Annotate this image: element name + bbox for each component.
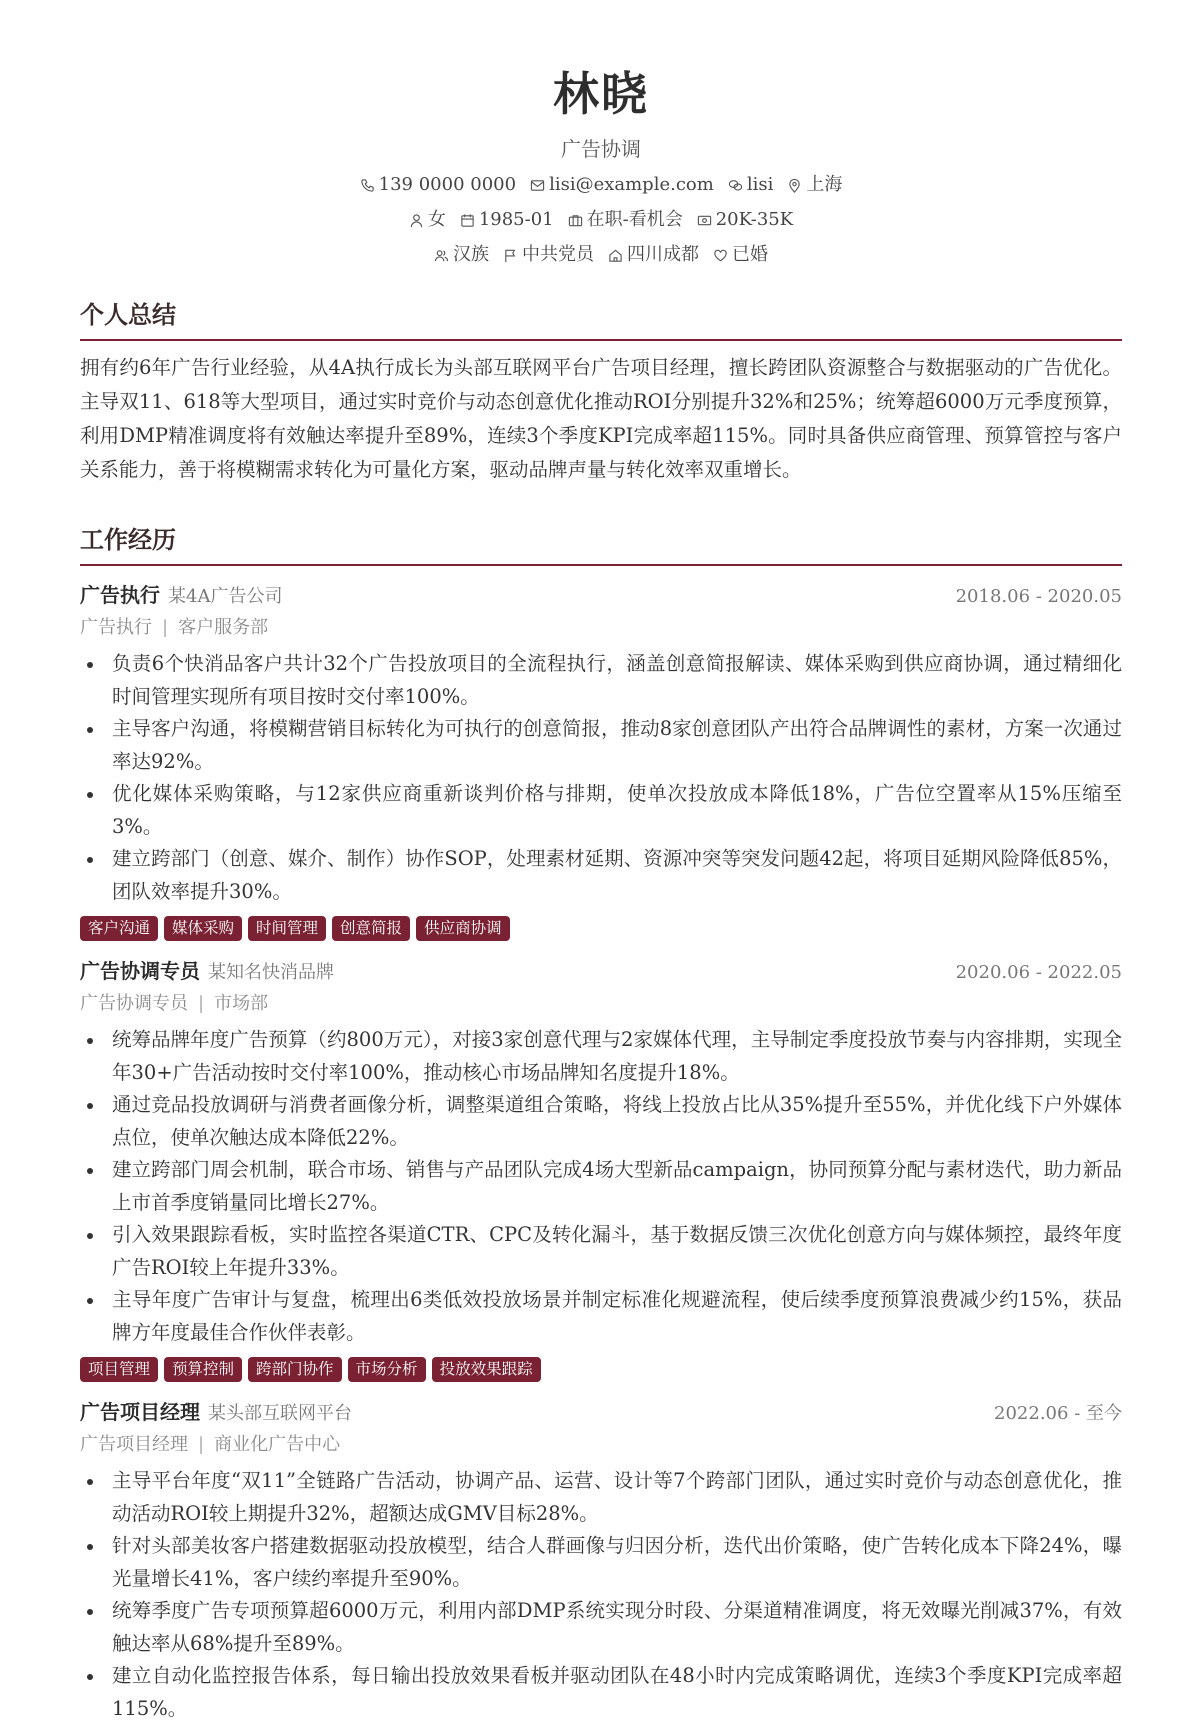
info-salary — [697, 207, 793, 233]
birth-text: 1985-01 — [478, 209, 554, 230]
calendar-icon — [460, 213, 475, 228]
bullet-item: 建立自动化监控报告体系，每日输出投放效果看板并驱动团队在48小时内完成策略调优，连续3个季度KPI完成率超115%。 — [80, 1660, 1122, 1725]
skill-tag: 供应商协调 — [416, 916, 510, 941]
job-position: 广告执行 — [80, 617, 152, 638]
skill-tag: 跨部门协作 — [248, 1357, 342, 1382]
job-role: 广告协调专员 — [80, 959, 200, 983]
job-position: 广告项目经理 — [80, 1434, 188, 1455]
section-divider — [80, 339, 1122, 341]
info-ethnicity — [434, 242, 489, 268]
job-bullets — [80, 648, 1122, 908]
job-entry — [80, 1397, 1122, 1725]
background-row — [80, 242, 1122, 268]
job-entry — [80, 580, 1122, 942]
contact-location — [787, 172, 842, 198]
skill-tag: 市场分析 — [348, 1357, 426, 1382]
info-status — [568, 207, 683, 233]
info-political — [503, 242, 594, 268]
contact-email — [530, 172, 714, 198]
heart-icon — [713, 248, 728, 263]
bullet-item: 通过竞品投放调研与消费者画像分析，调整渠道组合策略，将线上投放占比从35%提升至55%，并优化线下户外媒体点位，使单次触达成本降低22%。 — [80, 1089, 1122, 1154]
contact-wechat — [728, 172, 774, 198]
skill-tag: 客户沟通 — [80, 916, 158, 941]
gender-text: 女 — [427, 209, 446, 230]
bullet-item: 统筹季度广告专项预算超6000万元，利用内部DMP系统实现分时段、分渠道精准调度，将无效曝光削减37%，有效触达率从68%提升至89%。 — [80, 1595, 1122, 1660]
personal-row — [80, 207, 1122, 233]
job-role: 广告执行 — [80, 583, 160, 607]
job-date: 2020.06 - 2022.05 — [955, 962, 1122, 983]
bullet-item: 主导客户沟通，将模糊营销目标转化为可执行的创意简报，推动8家创意团队产出符合品牌调性的素材，方案一次通过率达92%。 — [80, 713, 1122, 778]
separator: | — [198, 1434, 205, 1455]
contact-phone — [360, 172, 516, 198]
job-subtitle — [80, 990, 1122, 1018]
job-list — [80, 580, 1122, 1725]
mail-icon — [530, 178, 545, 193]
skill-tag: 预算控制 — [164, 1357, 242, 1382]
job-position: 广告协调专员 — [80, 993, 188, 1014]
people-icon — [434, 248, 449, 263]
wechat-text: lisi — [746, 174, 774, 195]
skill-tag: 投放效果跟踪 — [432, 1357, 541, 1382]
skill-tag: 项目管理 — [80, 1357, 158, 1382]
bullet-item: 负责6个快消品客户共计32个广告投放项目的全流程执行，涵盖创意简报解读、媒体采购到供应商协调，通过精细化时间管理实现所有项目按时交付率100%。 — [80, 648, 1122, 713]
info-hometown — [608, 242, 699, 268]
summary-text: 拥有约6年广告行业经验，从4A执行成长为头部互联网平台广告项目经理，擅长跨团队资源整合与数据驱动的广告优化。主导双11、618等大型项目，通过实时竞价与动态创意优化推动ROI分别提升32%和25%；统筹超6000万元季度预算，利用DMP精准调度将有效触达率提升至89%，连续3个季度KPI完成率超115%。同时具备供应商管理、预算管控与客户关系能力，善于将模糊需求转化为可量化方案，驱动品牌声量与转化效率双重增长。 — [80, 356, 1122, 481]
job-department: 客户服务部 — [178, 617, 269, 638]
job-header — [80, 580, 1122, 610]
salary-text: 20K-35K — [715, 209, 794, 230]
job-department: 市场部 — [214, 993, 269, 1014]
wechat-icon — [728, 178, 743, 193]
candidate-job-title: 广告协调 — [561, 137, 641, 161]
political-text: 中共党员 — [522, 244, 594, 265]
status-text: 在职-看机会 — [586, 209, 683, 230]
job-date: 2022.06 - 至今 — [994, 1403, 1122, 1424]
job-title-group — [80, 956, 334, 988]
skill-tag: 媒体采购 — [164, 916, 242, 941]
job-bullets — [80, 1024, 1122, 1349]
job-company: 某知名快消品牌 — [208, 962, 334, 983]
bullet-item: 主导平台年度“双11”全链路广告活动，协调产品、运营、设计等7个跨部门团队，通过实时竞价与动态创意优化，推动活动ROI较上期提升32%，超额达成GMV目标28%。 — [80, 1465, 1122, 1530]
job-title-group — [80, 580, 282, 612]
info-birth — [460, 207, 554, 233]
work-section-title: 工作经历 — [80, 525, 176, 554]
separator: | — [162, 617, 169, 638]
job-title-group — [80, 1397, 352, 1429]
bullet-item: 建立跨部门周会机制，联合市场、销售与产品团队完成4场大型新品campaign，协同预算分配与素材迭代，助力新品上市首季度销量同比增长27%。 — [80, 1154, 1122, 1219]
bullet-item: 引入效果跟踪看板，实时监控各渠道CTR、CPC及转化漏斗，基于数据反馈三次优化创意方向与媒体频控，最终年度广告ROI较上年提升33%。 — [80, 1219, 1122, 1284]
salary-icon — [697, 213, 712, 228]
job-header — [80, 1397, 1122, 1427]
skill-tags — [80, 916, 1122, 942]
section-divider — [80, 564, 1122, 566]
phone-text: 139 0000 0000 — [378, 174, 517, 195]
phone-icon — [360, 178, 375, 193]
candidate-name: 林晓 — [553, 67, 649, 121]
job-bullets — [80, 1465, 1122, 1725]
skill-tag: 创意简报 — [332, 916, 410, 941]
job-subtitle — [80, 614, 1122, 642]
job-company: 某头部互联网平台 — [208, 1403, 352, 1424]
resume-page — [80, 0, 1122, 1725]
job-department: 商业化广告中心 — [214, 1434, 341, 1455]
job-entry — [80, 956, 1122, 1383]
separator: | — [198, 993, 205, 1014]
job-subtitle — [80, 1431, 1122, 1459]
info-marital — [713, 242, 768, 268]
job-header — [80, 956, 1122, 986]
summary-section-title: 个人总结 — [80, 300, 176, 329]
job-role: 广告项目经理 — [80, 1400, 200, 1424]
marital-text: 已婚 — [732, 244, 768, 265]
briefcase-icon — [568, 213, 583, 228]
job-company: 某4A广告公司 — [168, 586, 283, 607]
info-gender — [409, 207, 446, 233]
bullet-item: 建立跨部门（创意、媒介、制作）协作SOP，处理素材延期、资源冲突等突发问题42起，将项目延期风险降低85%，团队效率提升30%。 — [80, 843, 1122, 908]
hometown-text: 四川成都 — [627, 244, 699, 265]
job-date: 2018.06 - 2020.05 — [955, 586, 1122, 607]
user-icon — [409, 213, 424, 228]
contact-row — [80, 172, 1122, 198]
email-text: lisi@example.com — [549, 174, 714, 195]
skill-tags — [80, 1357, 1122, 1383]
bullet-item: 主导年度广告审计与复盘，梳理出6类低效投放场景并制定标准化规避流程，使后续季度预算浪费减少约15%，获品牌方年度最佳合作伙伴表彰。 — [80, 1284, 1122, 1349]
bullet-item: 优化媒体采购策略，与12家供应商重新谈判价格与排期，使单次投放成本降低18%，广告位空置率从15%压缩至3%。 — [80, 778, 1122, 843]
skill-tag: 时间管理 — [248, 916, 326, 941]
flag-icon — [503, 248, 518, 263]
location-text: 上海 — [806, 174, 843, 195]
location-icon — [787, 178, 802, 193]
bullet-item: 统筹品牌年度广告预算（约800万元），对接3家创意代理与2家媒体代理，主导制定季度投放节奏与内容排期，实现全年30+广告活动按时交付率100%，推动核心市场品牌知名度提升18%。 — [80, 1024, 1122, 1089]
ethnicity-text: 汉族 — [453, 244, 489, 265]
bullet-item: 针对头部美妆客户搭建数据驱动投放模型，结合人群画像与归因分析，迭代出价策略，使广告转化成本下降24%，曝光量增长41%，客户续约率提升至90%。 — [80, 1530, 1122, 1595]
home-icon — [608, 248, 623, 263]
